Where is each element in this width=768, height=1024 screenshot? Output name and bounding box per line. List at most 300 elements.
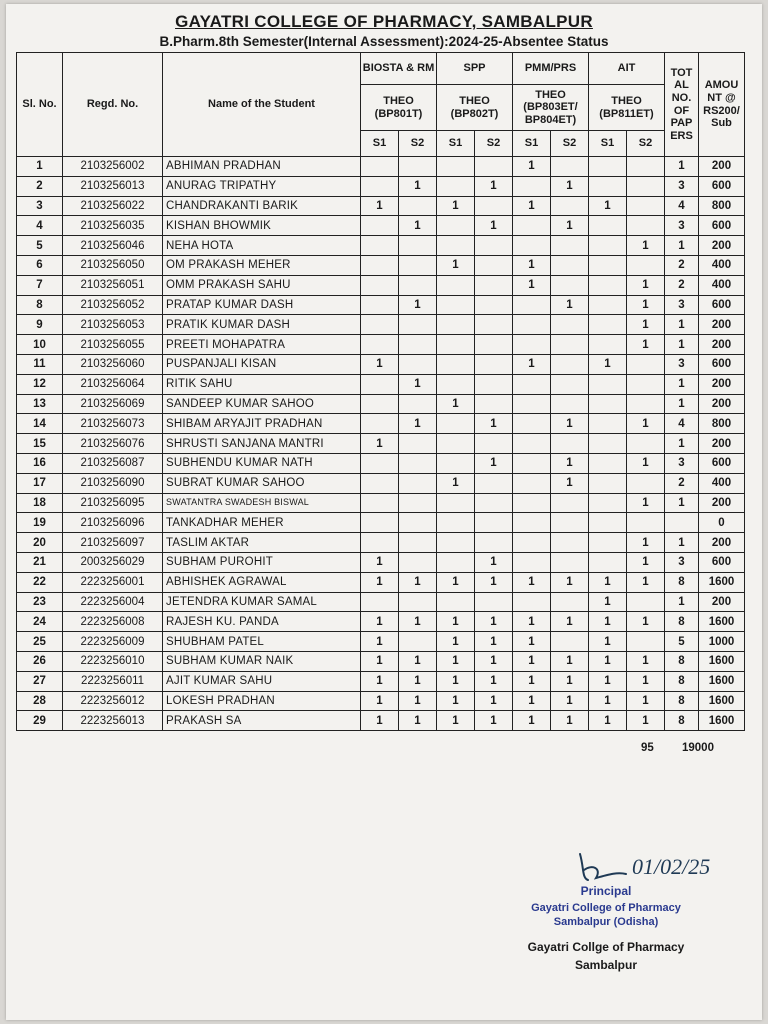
serial-cell: 7 <box>17 275 63 295</box>
amount-cell: 1600 <box>699 651 745 671</box>
student-name-cell: PRATAP KUMAR DASH <box>163 295 361 315</box>
student-name-cell: ABHIMAN PRADHAN <box>163 157 361 177</box>
absence-cell <box>551 493 589 513</box>
serial-cell: 10 <box>17 335 63 355</box>
header-total-papers: TOT AL NO. OF PAP ERS <box>665 53 699 157</box>
absence-cell <box>399 453 437 473</box>
absence-cell <box>399 493 437 513</box>
absence-cell: 1 <box>627 612 665 632</box>
absence-cell: 1 <box>627 315 665 335</box>
table-row <box>17 255 745 275</box>
absence-cell <box>361 216 399 236</box>
stamp-title: Principal <box>580 884 632 898</box>
absence-cell <box>627 513 665 533</box>
total-papers-cell: 3 <box>665 295 699 315</box>
grand-total-amount: 19000 <box>682 742 714 754</box>
absence-cell <box>589 236 627 256</box>
absence-cell <box>513 473 551 493</box>
absence-cell: 1 <box>361 354 399 374</box>
absence-cell: 1 <box>627 651 665 671</box>
absence-cell: 1 <box>551 711 589 731</box>
total-papers-cell <box>665 513 699 533</box>
absence-cell: 1 <box>627 414 665 434</box>
absence-cell <box>437 552 475 572</box>
student-name-cell: SUBHENDU KUMAR NATH <box>163 453 361 473</box>
absence-cell <box>475 493 513 513</box>
regd-cell: 2103256064 <box>63 374 163 394</box>
absence-cell: 1 <box>437 711 475 731</box>
absence-cell <box>399 196 437 216</box>
absence-cell <box>437 453 475 473</box>
absence-cell <box>361 513 399 533</box>
absence-cell <box>361 315 399 335</box>
absence-cell: 1 <box>551 612 589 632</box>
absence-cell: 1 <box>361 691 399 711</box>
serial-cell: 24 <box>17 612 63 632</box>
absence-cell <box>437 315 475 335</box>
absence-cell <box>361 414 399 434</box>
absence-cell: 1 <box>399 374 437 394</box>
absence-cell <box>551 157 589 177</box>
absence-cell: 1 <box>475 691 513 711</box>
amount-cell: 600 <box>699 295 745 315</box>
header-sessional: S2 <box>627 131 665 157</box>
serial-cell: 22 <box>17 572 63 592</box>
header-subject-code: THEO (BP803ET/ BP804ET) <box>513 85 589 131</box>
absence-cell <box>361 255 399 275</box>
serial-cell: 23 <box>17 592 63 612</box>
amount-cell: 0 <box>699 513 745 533</box>
total-papers-cell: 2 <box>665 275 699 295</box>
absence-cell <box>627 473 665 493</box>
header-subject-name: SPP <box>437 53 513 85</box>
amount-cell: 200 <box>699 434 745 454</box>
signature-date: 01/02/25 <box>632 854 711 879</box>
absence-cell <box>513 335 551 355</box>
amount-cell: 600 <box>699 552 745 572</box>
total-papers-cell: 2 <box>665 473 699 493</box>
table-row <box>17 493 745 513</box>
absence-cell <box>513 552 551 572</box>
absence-cell <box>437 236 475 256</box>
absence-cell <box>551 513 589 533</box>
table-row <box>17 295 745 315</box>
amount-cell: 1600 <box>699 671 745 691</box>
absence-cell <box>513 315 551 335</box>
document-sheet <box>6 4 762 1020</box>
total-papers-cell: 1 <box>665 394 699 414</box>
amount-cell: 200 <box>699 157 745 177</box>
regd-cell: 2103256060 <box>63 354 163 374</box>
student-name-cell: OM PRAKASH MEHER <box>163 255 361 275</box>
absence-cell: 1 <box>551 295 589 315</box>
amount-cell: 400 <box>699 275 745 295</box>
absence-cell <box>627 157 665 177</box>
serial-cell: 3 <box>17 196 63 216</box>
absence-cell: 1 <box>437 255 475 275</box>
absence-cell: 1 <box>589 711 627 731</box>
amount-cell: 800 <box>699 196 745 216</box>
regd-cell: 2103256052 <box>63 295 163 315</box>
absence-cell <box>551 236 589 256</box>
absence-cell <box>551 196 589 216</box>
serial-cell: 6 <box>17 255 63 275</box>
regd-cell: 2103256053 <box>63 315 163 335</box>
header-subject-code: THEO (BP802T) <box>437 85 513 131</box>
amount-cell: 1600 <box>699 711 745 731</box>
student-name-cell: LOKESH PRADHAN <box>163 691 361 711</box>
table-row <box>17 572 745 592</box>
absence-cell <box>475 513 513 533</box>
absence-cell: 1 <box>627 295 665 315</box>
absence-cell: 1 <box>589 651 627 671</box>
absence-cell <box>437 434 475 454</box>
absence-cell <box>437 157 475 177</box>
absence-cell <box>361 453 399 473</box>
absence-cell: 1 <box>399 414 437 434</box>
absence-cell <box>589 552 627 572</box>
absentee-table <box>16 52 745 731</box>
absence-cell <box>399 434 437 454</box>
regd-cell: 2223256008 <box>63 612 163 632</box>
total-papers-cell: 1 <box>665 335 699 355</box>
regd-cell: 2103256073 <box>63 414 163 434</box>
serial-cell: 27 <box>17 671 63 691</box>
absence-cell <box>513 374 551 394</box>
absence-cell <box>551 354 589 374</box>
stamp-line-1: Gayatri College of Pharmacy <box>531 902 681 914</box>
total-papers-cell: 3 <box>665 216 699 236</box>
absence-cell <box>399 592 437 612</box>
student-name-cell: SWATANTRA SWADESH BISWAL <box>163 493 361 513</box>
regd-cell: 2103256051 <box>63 275 163 295</box>
absence-cell <box>399 394 437 414</box>
amount-cell: 200 <box>699 592 745 612</box>
student-name-cell: AJIT KUMAR SAHU <box>163 671 361 691</box>
absence-cell: 1 <box>627 711 665 731</box>
table-row <box>17 434 745 454</box>
table-row <box>17 236 745 256</box>
report-subtitle: B.Pharm.8th Semester(Internal Assessment):2024-25-Absentee Status <box>159 34 609 49</box>
table-row <box>17 711 745 731</box>
absence-cell <box>361 176 399 196</box>
absence-cell: 1 <box>513 632 551 652</box>
total-papers-cell: 1 <box>665 315 699 335</box>
absence-cell: 1 <box>551 691 589 711</box>
absence-cell: 1 <box>475 572 513 592</box>
absence-cell <box>361 157 399 177</box>
absence-cell: 1 <box>513 572 551 592</box>
absence-cell: 1 <box>399 295 437 315</box>
regd-cell: 2103256097 <box>63 533 163 553</box>
table-row <box>17 196 745 216</box>
serial-cell: 18 <box>17 493 63 513</box>
absence-cell <box>551 632 589 652</box>
serial-cell: 2 <box>17 176 63 196</box>
total-papers-cell: 8 <box>665 691 699 711</box>
absence-cell <box>513 295 551 315</box>
amount-cell: 1000 <box>699 632 745 652</box>
absence-cell <box>437 533 475 553</box>
absence-cell <box>513 414 551 434</box>
absence-cell <box>627 434 665 454</box>
absence-cell: 1 <box>589 671 627 691</box>
header-name: Name of the Student <box>163 53 361 157</box>
absence-cell <box>437 335 475 355</box>
table-row <box>17 473 745 493</box>
student-rows <box>17 157 745 731</box>
serial-cell: 26 <box>17 651 63 671</box>
absence-cell <box>513 453 551 473</box>
absence-cell <box>399 533 437 553</box>
absence-cell <box>513 493 551 513</box>
absence-cell: 1 <box>627 493 665 513</box>
header-amount: AMOU NT @ RS200/ Sub <box>699 53 745 157</box>
serial-cell: 11 <box>17 354 63 374</box>
absence-cell: 1 <box>475 176 513 196</box>
absence-cell: 1 <box>399 691 437 711</box>
total-papers-cell: 8 <box>665 612 699 632</box>
absence-cell <box>399 552 437 572</box>
regd-cell: 2223256009 <box>63 632 163 652</box>
absence-cell: 1 <box>475 671 513 691</box>
absence-cell: 1 <box>589 592 627 612</box>
absence-cell <box>361 493 399 513</box>
absence-cell: 1 <box>551 216 589 236</box>
regd-cell: 2103256046 <box>63 236 163 256</box>
header-subject-name: PMM/PRS <box>513 53 589 85</box>
total-papers-cell: 4 <box>665 196 699 216</box>
student-name-cell: SANDEEP KUMAR SAHOO <box>163 394 361 414</box>
absence-cell <box>437 176 475 196</box>
absence-cell <box>627 354 665 374</box>
absence-cell <box>399 236 437 256</box>
student-name-cell: SHRUSTI SANJANA MANTRI <box>163 434 361 454</box>
absence-cell <box>627 176 665 196</box>
header-sessional: S2 <box>475 131 513 157</box>
amount-cell: 200 <box>699 374 745 394</box>
absence-cell <box>475 374 513 394</box>
amount-cell: 200 <box>699 533 745 553</box>
regd-cell: 2103256022 <box>63 196 163 216</box>
table-row <box>17 394 745 414</box>
serial-cell: 5 <box>17 236 63 256</box>
absence-cell: 1 <box>551 572 589 592</box>
absence-cell <box>475 434 513 454</box>
absence-cell: 1 <box>475 711 513 731</box>
student-name-cell: TANKADHAR MEHER <box>163 513 361 533</box>
total-papers-cell: 2 <box>665 255 699 275</box>
absence-cell: 1 <box>627 275 665 295</box>
absence-cell <box>627 196 665 216</box>
absence-cell: 1 <box>361 552 399 572</box>
absence-cell <box>437 295 475 315</box>
table-row <box>17 612 745 632</box>
absence-cell: 1 <box>513 612 551 632</box>
absence-cell: 1 <box>513 651 551 671</box>
absence-cell: 1 <box>627 671 665 691</box>
absence-cell <box>513 434 551 454</box>
regd-cell: 2003256029 <box>63 552 163 572</box>
absence-cell: 1 <box>437 671 475 691</box>
regd-cell: 2223256004 <box>63 592 163 612</box>
student-name-cell: SUBRAT KUMAR SAHOO <box>163 473 361 493</box>
absence-cell <box>589 374 627 394</box>
absence-cell: 1 <box>589 196 627 216</box>
absence-cell <box>551 275 589 295</box>
serial-cell: 20 <box>17 533 63 553</box>
header-sessional: S1 <box>361 131 399 157</box>
absence-cell: 1 <box>551 671 589 691</box>
absence-cell <box>475 473 513 493</box>
regd-cell: 2223256013 <box>63 711 163 731</box>
absence-cell: 1 <box>437 473 475 493</box>
absence-cell: 1 <box>437 651 475 671</box>
absence-cell: 1 <box>513 196 551 216</box>
absence-cell <box>589 275 627 295</box>
absence-cell <box>437 592 475 612</box>
student-name-cell: RITIK SAHU <box>163 374 361 394</box>
absence-cell <box>399 255 437 275</box>
absence-cell <box>399 335 437 355</box>
total-papers-cell: 1 <box>665 157 699 177</box>
absence-cell <box>437 493 475 513</box>
table-row <box>17 632 745 652</box>
total-papers-cell: 8 <box>665 651 699 671</box>
absence-cell <box>475 255 513 275</box>
absence-cell: 1 <box>399 711 437 731</box>
absence-cell <box>361 374 399 394</box>
table-row <box>17 216 745 236</box>
amount-cell: 200 <box>699 335 745 355</box>
table-row <box>17 354 745 374</box>
absence-cell <box>361 533 399 553</box>
absence-cell <box>589 255 627 275</box>
absence-cell: 1 <box>589 691 627 711</box>
total-papers-cell: 3 <box>665 552 699 572</box>
student-name-cell: JETENDRA KUMAR SAMAL <box>163 592 361 612</box>
absence-cell: 1 <box>361 671 399 691</box>
total-papers-cell: 3 <box>665 176 699 196</box>
absence-cell <box>399 275 437 295</box>
regd-cell: 2103256087 <box>63 453 163 473</box>
table-row <box>17 453 745 473</box>
absence-cell: 1 <box>513 275 551 295</box>
regd-cell: 2223256012 <box>63 691 163 711</box>
absence-cell <box>589 176 627 196</box>
college-title: GAYATRI COLLEGE OF PHARMACY, SAMBALPUR <box>175 12 593 31</box>
serial-cell: 17 <box>17 473 63 493</box>
absence-cell <box>399 513 437 533</box>
amount-cell: 600 <box>699 453 745 473</box>
absence-cell: 1 <box>437 572 475 592</box>
absence-cell <box>551 592 589 612</box>
absence-cell <box>475 533 513 553</box>
absence-cell: 1 <box>513 354 551 374</box>
header-sl: Sl. No. <box>17 53 63 157</box>
serial-cell: 4 <box>17 216 63 236</box>
absence-cell <box>551 374 589 394</box>
absence-cell <box>513 394 551 414</box>
student-name-cell: SHIBAM ARYAJIT PRADHAN <box>163 414 361 434</box>
header-sessional: S1 <box>437 131 475 157</box>
serial-cell: 28 <box>17 691 63 711</box>
absence-cell: 1 <box>627 453 665 473</box>
header-subject-code: THEO (BP811ET) <box>589 85 665 131</box>
absence-cell <box>475 354 513 374</box>
grand-total-papers: 95 <box>641 742 654 754</box>
absence-cell: 1 <box>475 651 513 671</box>
absence-cell: 1 <box>399 572 437 592</box>
absence-cell: 1 <box>437 394 475 414</box>
total-papers-cell: 4 <box>665 414 699 434</box>
absence-cell <box>437 216 475 236</box>
total-papers-cell: 1 <box>665 493 699 513</box>
absence-cell <box>399 473 437 493</box>
absence-cell <box>399 632 437 652</box>
absence-cell <box>513 176 551 196</box>
serial-cell: 16 <box>17 453 63 473</box>
absence-cell <box>513 236 551 256</box>
amount-cell: 200 <box>699 236 745 256</box>
printed-city: Sambalpur <box>574 958 637 972</box>
absence-cell: 1 <box>551 651 589 671</box>
student-name-cell: ANURAG TRIPATHY <box>163 176 361 196</box>
absence-cell <box>627 632 665 652</box>
absence-cell <box>475 196 513 216</box>
absence-cell: 1 <box>551 453 589 473</box>
table-row <box>17 592 745 612</box>
serial-cell: 15 <box>17 434 63 454</box>
absence-cell: 1 <box>627 335 665 355</box>
regd-cell: 2103256096 <box>63 513 163 533</box>
absence-cell: 1 <box>399 612 437 632</box>
regd-cell: 2103256002 <box>63 157 163 177</box>
absence-cell <box>627 216 665 236</box>
student-name-cell: RAJESH KU. PANDA <box>163 612 361 632</box>
absence-cell <box>589 335 627 355</box>
absence-cell <box>627 255 665 275</box>
header-subject-name: BIOSTA & RM <box>361 53 437 85</box>
absence-cell <box>361 473 399 493</box>
absence-cell: 1 <box>513 691 551 711</box>
absence-cell: 1 <box>361 612 399 632</box>
total-papers-cell: 8 <box>665 711 699 731</box>
regd-cell: 2103256069 <box>63 394 163 414</box>
absence-cell <box>361 335 399 355</box>
absence-cell <box>437 275 475 295</box>
absence-cell: 1 <box>437 612 475 632</box>
absence-cell: 1 <box>361 651 399 671</box>
absence-cell: 1 <box>475 612 513 632</box>
absence-cell: 1 <box>399 671 437 691</box>
student-name-cell: PRATIK KUMAR DASH <box>163 315 361 335</box>
absence-cell: 1 <box>361 572 399 592</box>
absence-cell <box>475 157 513 177</box>
absence-cell: 1 <box>627 572 665 592</box>
amount-cell: 1600 <box>699 572 745 592</box>
table-row <box>17 533 745 553</box>
absence-cell: 1 <box>551 473 589 493</box>
absence-cell <box>589 315 627 335</box>
total-papers-cell: 5 <box>665 632 699 652</box>
absence-cell <box>475 335 513 355</box>
absence-cell <box>399 157 437 177</box>
regd-cell: 2103256095 <box>63 493 163 513</box>
absence-cell <box>399 315 437 335</box>
absence-cell: 1 <box>589 354 627 374</box>
table-row <box>17 315 745 335</box>
